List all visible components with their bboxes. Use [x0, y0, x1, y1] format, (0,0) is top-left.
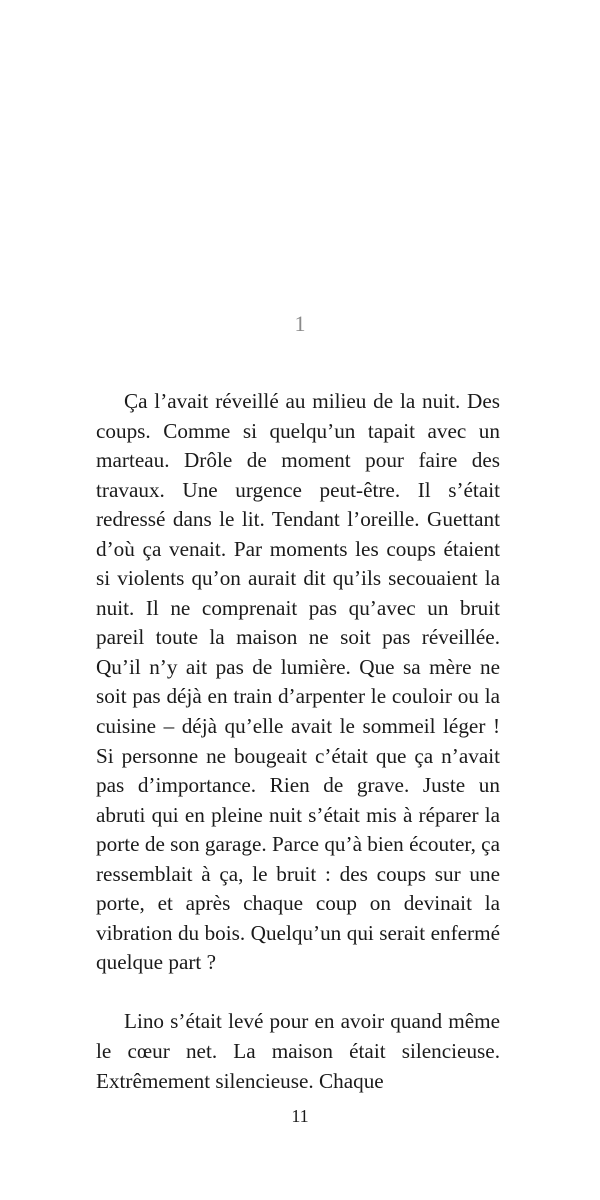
page-number: 11 [291, 1106, 309, 1126]
paragraph-2: Lino s’était levé pour en avoir quand même le cœur net. La maison était silencieuse. Extrêmement silencieuse. Chaque [96, 1009, 500, 1093]
paragraph-1: Ça l’avait réveillé au milieu de la nuit. Des coups. Comme si quelqu’un tapait avec un marteau. Drôle de moment pour faire des travaux. Une urgence peut-être. Il s’était redressé dans le lit. Tendant l’oreille. Guettant d’où ça venait. Par moments les coups étaient si violents qu’on aurait dit qu’ils secouaient la nuit. Il ne comprenait pas qu’avec un bruit pareil toute la maison ne soit pas réveillée. Qu’il n’y ait pas de lumière. Que sa mère ne soit pas déjà en train d’arpenter le couloir ou la cuisine – déjà qu’elle avait le sommeil léger ! Si personne ne bougeait c’était que ça n’avait pas d’importance. Rien de grave. Juste un abruti qui en pleine nuit s’était mis à réparer la porte de son garage. Parce qu’à bien écouter, ça ressemblait à ça, le bruit : des coups sur une porte, et après chaque coup on devinait la vibration du bois. Quelqu’un qui serait enfermé quelque part ? [96, 389, 500, 975]
body-text [96, 387, 500, 1096]
chapter-number: 1 [294, 311, 306, 336]
